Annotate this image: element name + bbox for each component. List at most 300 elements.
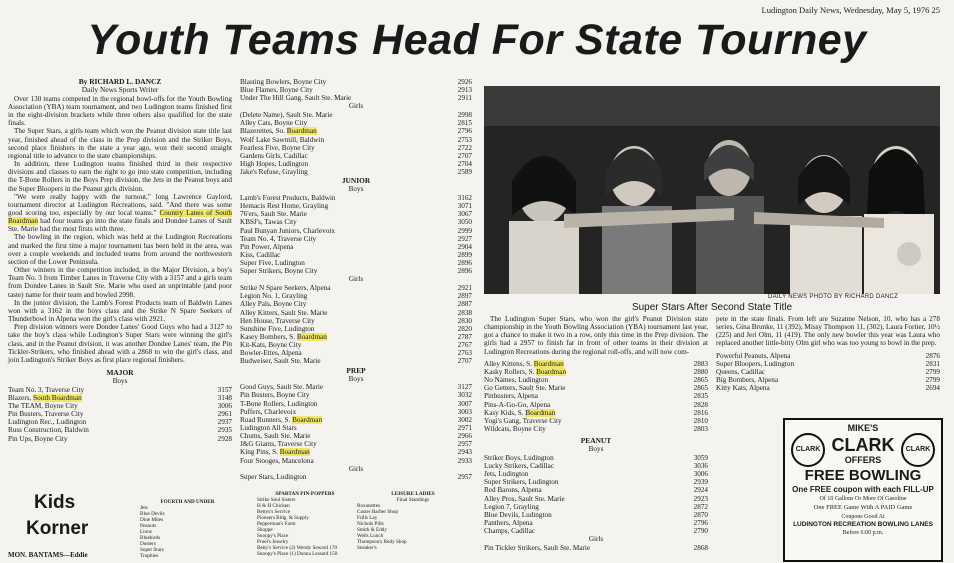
team-score: 3036	[693, 461, 708, 470]
highlighted-text: Boardman	[292, 415, 323, 424]
team-score: 2704	[457, 160, 472, 168]
ad-offers: OFFERS	[844, 455, 882, 465]
team-name: Alley Pals, Boyne City	[240, 300, 307, 309]
team-name: Puffers, Charlevoix	[240, 407, 297, 416]
team-score: 2904	[457, 242, 472, 251]
result-row	[484, 503, 708, 511]
team-name: Lucky Strikers, Cadillac	[484, 461, 555, 470]
team-score: 2870	[693, 510, 708, 519]
standings-spartan	[257, 491, 353, 557]
team-name: (Delete Name), Sault Ste. Marie	[240, 111, 333, 120]
result-row	[8, 435, 232, 443]
team-score: 2924	[693, 486, 708, 495]
team-score: 2816	[693, 408, 708, 417]
result-row	[240, 408, 472, 416]
team-photo	[484, 86, 940, 294]
team-name: Pin Busters, Traverse City	[8, 410, 84, 419]
team-name: Sunshine Five, Ludington	[240, 324, 315, 333]
team-score: 3067	[457, 210, 472, 219]
clark-logo-right-icon: CLARK	[901, 433, 935, 467]
team-score: 2876	[925, 351, 940, 360]
major-division-heading: MAJOR	[106, 367, 134, 377]
standings-team: Shoppe	[257, 527, 273, 533]
team-name: Jake's Refuse, Grayling	[240, 168, 308, 177]
result-row	[484, 478, 708, 486]
prep-boys-heading: Boys	[348, 374, 364, 383]
team-name: 76'ers, Sault Ste. Marie	[240, 210, 307, 219]
team-name: Blazers, South Boardman	[8, 393, 82, 402]
result-row	[716, 352, 940, 360]
result-row	[240, 243, 472, 251]
standings-leisure	[357, 491, 469, 551]
team-score: 2961	[217, 410, 232, 419]
standings-head-leisure: LEISURE LADIES	[391, 491, 435, 497]
team-name: Super Stars, Ludington	[240, 473, 307, 482]
major-girls-heading: Girls	[348, 102, 364, 111]
story-paragraph: In addition, three Ludington teams finished third in their respective divisions and classes to earn the right to go into state competition, including the T-Bone Rollers in the Boys Prep division, the Jets in the Peanut boys and the Super Bloopers in the Peanut girls division.	[8, 160, 232, 193]
highlighted-text: Boardman	[286, 127, 317, 136]
team-name: Kasky Rollers, S. Boardman	[484, 367, 567, 376]
team-name: The TEAM, Boyne City	[8, 401, 78, 410]
result-row	[240, 448, 472, 456]
result-row	[484, 384, 708, 392]
team-score: 3006	[217, 401, 232, 410]
result-row	[240, 152, 472, 160]
result-row	[240, 292, 472, 300]
bantams-line: MON. BANTAMS—Eddie	[8, 551, 88, 559]
result-row	[716, 368, 940, 376]
team-score: 3002	[457, 415, 472, 424]
masthead: Ludington Daily News, Wednesday, May 5, 1976 25	[761, 5, 940, 15]
team-score: 2933	[457, 456, 472, 465]
major-girls-list	[240, 111, 472, 176]
team-score: 2868	[693, 543, 708, 552]
result-row	[484, 454, 708, 462]
result-row	[240, 94, 472, 102]
team-name: Pinbusters, Alpena	[484, 392, 538, 401]
team-score: 3007	[457, 399, 472, 408]
result-row	[240, 194, 472, 202]
standings-head-spartan: SPARTAN PIN-POPPERS	[275, 491, 335, 497]
standings-team: Smith & Eddy	[357, 527, 387, 533]
standings-team: Pepperman's Farm	[257, 521, 296, 527]
highlighted-text: Boardman	[525, 408, 556, 417]
team-score: 2803	[693, 425, 708, 434]
standings-team: Peanuts	[140, 523, 157, 529]
result-row	[240, 424, 472, 432]
team-score: 2883	[693, 359, 708, 368]
team-name: Road Runners, S. Boardman	[240, 415, 323, 424]
team-score: 3127	[457, 383, 472, 392]
team-name: Pin Busters, Boyne City	[240, 391, 310, 400]
result-row	[240, 341, 472, 349]
team-name: Jets, Ludington	[484, 470, 529, 479]
results-column-2	[240, 78, 472, 482]
team-score: 2830	[457, 316, 472, 325]
team-photo-image	[484, 86, 940, 294]
team-name: High Hopes, Ludington	[240, 160, 309, 168]
result-row	[484, 470, 708, 478]
peanut-girls-continued-list	[716, 352, 940, 393]
result-row	[8, 402, 232, 410]
result-row	[240, 333, 472, 341]
result-row	[240, 440, 472, 448]
team-score: 2928	[217, 434, 232, 443]
team-score: 2943	[457, 448, 472, 457]
standings-team: H & H Chicken	[257, 503, 290, 509]
standings-team: Dine Mites	[140, 517, 164, 523]
result-row	[240, 317, 472, 325]
standings-team: Nichols Pills	[357, 521, 384, 527]
team-name: Go Getters, Sault Ste. Marie	[484, 384, 566, 393]
team-name: Kitty Kats, Alpena	[716, 384, 770, 393]
team-name: Alley Cats, Boyne City	[240, 119, 308, 128]
team-name: Pin Power, Alpena	[240, 242, 294, 251]
team-name: Kasey Bombers, S. Boardman	[240, 333, 327, 341]
result-row	[240, 300, 472, 308]
result-row	[240, 325, 472, 333]
team-name: Good Guys, Sault Ste. Marie	[240, 383, 324, 392]
prep-heading: PREP	[346, 365, 366, 375]
team-score: 3032	[457, 391, 472, 400]
result-row	[240, 227, 472, 235]
result-row	[240, 218, 472, 226]
team-score: 2911	[457, 94, 472, 103]
standings-team: Snoopy's Place (1) Donna Lessard 150	[257, 551, 338, 557]
result-row	[484, 376, 708, 384]
peanut-boys-heading: Boys	[588, 445, 604, 454]
story-paragraph: Prep division winners were Dondee Lanes' Good Guys who had a 3127 to take the boy's class while Ludington's Super Stars were winning the girl's class, and in the Peanut division, it was another Dondee Lanes' team, the Pin Tickler-Strikers, who finished ahead with a 2868 to win the girl's class, and join Ludington's Striker Boys as first place regional finishers.	[8, 323, 232, 364]
result-row	[484, 511, 708, 519]
team-score: 2971	[457, 424, 472, 432]
team-name: Yogi's Gang, Traverse City	[484, 416, 562, 425]
team-name: Kasy Kids, S. Boardman	[484, 408, 556, 417]
standings-team: Bettys's Service	[257, 509, 291, 515]
ad-line3: One FREE Game With A PAID Game	[813, 504, 913, 511]
standings-list-c	[357, 503, 469, 551]
major-boys-continued	[240, 78, 472, 102]
team-score: 3148	[217, 393, 232, 402]
result-row	[484, 417, 708, 425]
kids-korner-line2: Korner	[26, 518, 89, 539]
result-row	[240, 473, 472, 481]
team-score: 2939	[693, 478, 708, 487]
team-score: 2957	[457, 473, 472, 482]
results-column-3	[484, 315, 708, 552]
result-row	[240, 210, 472, 218]
team-name: KBSJ's, Tawas City	[240, 218, 297, 227]
prep-girls-list	[240, 473, 472, 481]
team-score: 2838	[457, 308, 472, 317]
team-name: Russ Construction, Baldwin	[8, 426, 89, 435]
team-name: Bowler-Ettes, Alpena	[240, 349, 302, 358]
team-name: Blasting Bowlers, Boyne City	[240, 78, 327, 86]
team-name: J&G Giants, Traverse City	[240, 440, 317, 449]
standings-team: Trophies	[140, 553, 159, 559]
team-score: 2820	[457, 324, 472, 333]
team-name: Blue Flames, Boyne City	[240, 86, 313, 95]
headline: Youth Teams Head For State Tourney	[87, 16, 867, 64]
team-name: Paul Bunyan Juniors, Charlevoix	[240, 226, 336, 235]
team-name: Legion 7, Grayling	[484, 502, 539, 511]
standings-team: Pruel's Jewelry	[257, 539, 289, 545]
team-score: 3003	[457, 407, 472, 416]
result-row	[240, 235, 472, 243]
result-row	[484, 401, 708, 409]
team-name: Pin Tickler Strikers, Sault Ste. Marie	[484, 543, 591, 552]
photo-credit: DAILY NEWS PHOTO BY RICHARD DANCZ	[768, 294, 899, 300]
team-score: 2796	[693, 519, 708, 528]
ad-line1: One FREE coupon with each FILL-UP	[792, 485, 934, 494]
team-name: Wolf Lake Sawmill, Baldwin	[240, 135, 325, 144]
prep-girls-heading: Girls	[348, 464, 364, 473]
story-paragraph: The bowling in the region, which was held at the Ludington Recreations and marked the first time a major tournament has been held in the area, was over a couple weekends and included teams from around the northwestern section of the Lower Peninsula.	[8, 233, 232, 266]
result-row	[240, 309, 472, 317]
team-name: Alley Pros, Sault Ste. Marie	[484, 494, 565, 503]
team-score: 3006	[693, 470, 708, 479]
result-row	[484, 527, 708, 535]
team-score: 2913	[457, 86, 472, 95]
result-row	[240, 416, 472, 424]
standings-head-fourth: FOURTH AND UNDER	[160, 499, 215, 505]
team-score: 2957	[457, 440, 472, 449]
result-row	[240, 432, 472, 440]
team-score: 2707	[457, 357, 472, 366]
caption-right: pete in the state finals. From left are Suzanne Nelson, 10, who has a 278 series, Gina Brunke, 11 (392), Missy Thompson 11, (302), Laura Fortier, 10½ (225) and Jeri Olm, 11 (419). The only new bowler this year was Laura who replaced another little-bitty Olm girl who was too young to bowl in the prep.	[716, 315, 940, 348]
story-column	[8, 78, 232, 443]
standings-team: Strike Soul Sisters	[257, 497, 296, 503]
story-paragraph: Over 130 teams competed in the regional bowl-offs for the Youth Bowling Association (YBA) team tournament, and two Ludington teams finished first in the eight-division brackets while three others also qualified for the state finals.	[8, 94, 232, 128]
team-score: 2966	[457, 432, 472, 441]
byline-name: By RICHARD L. DANCZ	[78, 77, 162, 86]
team-score: 2828	[693, 400, 708, 409]
highlighted-text: South Boardman	[33, 393, 82, 402]
standings-team: Jets	[140, 505, 148, 511]
team-score: 3157	[217, 385, 232, 394]
team-score: 2831	[925, 359, 940, 368]
result-row	[240, 202, 472, 210]
result-row	[484, 544, 708, 552]
team-score: 2887	[457, 300, 472, 309]
team-name: Lamb's Forest Products, Baldwin	[240, 193, 336, 202]
team-name: Champs, Cadillac	[484, 527, 536, 536]
standings-list-b	[257, 497, 353, 557]
junior-girls-heading: Girls	[348, 275, 364, 284]
result-row	[240, 168, 472, 176]
standings-team: Lions	[140, 529, 152, 535]
caption-title: Super Stars After Second State Title	[631, 302, 793, 313]
major-boys-heading: Boys	[112, 376, 128, 385]
team-score: 2998	[457, 111, 472, 120]
result-row	[8, 418, 232, 426]
team-name: Pins-A-Go-Go, Alpena	[484, 400, 551, 409]
standings-team: Pioneers Bldg. & Supply	[257, 515, 309, 521]
byline-title: Daily News Sports Writer	[81, 85, 159, 95]
team-score: 2796	[457, 127, 472, 136]
team-score: 2896	[457, 267, 472, 276]
team-score: 3071	[457, 202, 472, 211]
standings-team: Frills Lay	[357, 515, 378, 521]
team-name: No Names, Ludington	[484, 376, 549, 385]
result-row	[240, 391, 472, 399]
team-name: Fearless Five, Boyne City	[240, 143, 315, 152]
team-score: 2694	[925, 384, 940, 393]
team-name: Super Strikers, Boyne City	[240, 267, 318, 276]
story-paragraph: In the junior division, the Lamb's Forest Products team of Baldwin Lanes won with a 3162 in the boys class and the Strike N Spare Seekers of Thunderbowl in Alpena won the girl's class with 2921.	[8, 298, 232, 324]
results-column-4	[716, 315, 940, 392]
result-row	[240, 144, 472, 152]
team-score: 2872	[693, 502, 708, 511]
major-boys-list	[8, 386, 232, 443]
result-row	[484, 425, 708, 433]
team-score: 3050	[457, 218, 472, 227]
result-row	[8, 386, 232, 394]
team-score: 2897	[457, 292, 472, 301]
result-row	[240, 251, 472, 259]
team-name: Ludington All Stars	[240, 424, 297, 432]
team-score: 2926	[457, 78, 472, 86]
team-score: 2865	[693, 376, 708, 385]
standings-team: Blue Devils	[140, 511, 165, 517]
team-name: Team No. 3, Traverse City	[8, 385, 85, 394]
result-row	[240, 259, 472, 267]
result-row	[240, 457, 472, 465]
team-score: 2707	[457, 151, 472, 160]
team-name: Kit-Kats, Boyne City	[240, 341, 302, 350]
story-body	[8, 95, 232, 364]
team-name: Gardens Girls, Cadillac	[240, 151, 308, 160]
team-name: Red Barons, Alpena	[484, 486, 542, 495]
kids-korner-line1: Kids	[34, 492, 76, 513]
team-name: Pin Ups, Boyne City	[8, 434, 68, 443]
team-score: 2999	[457, 226, 472, 235]
result-row	[716, 360, 940, 368]
standings-team: Super Stars	[140, 547, 164, 553]
peanut-boys-list	[484, 454, 708, 536]
highlighted-text: Country Lanes of South Boardman	[8, 209, 233, 226]
standings-team: Snoopy's Place	[257, 533, 289, 539]
standings-subhead: Final Standings	[396, 497, 430, 503]
ad-line6: Before 6:00 p.m.	[842, 530, 884, 536]
team-score: 2753	[457, 135, 472, 144]
result-row	[8, 394, 232, 402]
team-score: 2927	[457, 234, 472, 243]
ad-title: MIKE'S	[847, 423, 879, 433]
team-name: Blue Devils, Ludington	[484, 510, 552, 519]
team-score: 2921	[457, 284, 472, 293]
team-name: Wildcats, Boyne City	[484, 425, 546, 434]
team-score: 2937	[217, 418, 232, 427]
result-row	[484, 495, 708, 503]
team-score: 2899	[457, 251, 472, 259]
team-score: 2799	[925, 376, 940, 385]
team-score: 3059	[693, 453, 708, 462]
result-row	[484, 368, 708, 376]
team-score: 2589	[457, 168, 472, 177]
team-name: Four Stooges, Mancelona	[240, 456, 314, 465]
peanut-girls-heading: Girls	[588, 535, 604, 544]
result-row	[240, 111, 472, 119]
team-score: 2810	[693, 416, 708, 425]
standings-team: Dusters	[140, 541, 156, 547]
team-name: King Pins, S. Boardman	[240, 448, 310, 457]
team-score: 2799	[925, 367, 940, 376]
peanut-girls-list	[484, 544, 708, 552]
team-name: Under The Hill Gang, Sault Ste. Marie	[240, 94, 352, 103]
result-row	[240, 160, 472, 168]
story-paragraph: The Super Stars, a girls team which won the Peanut division state title last year, finished ahead of the class in the Prep division and the Striker Boys, second place finishers in the state a year ago, won their second straight regional title to advance to the state championships.	[8, 127, 232, 160]
team-name: Chums, Sault Ste. Marie	[240, 432, 311, 441]
result-row	[484, 360, 708, 368]
result-row	[484, 486, 708, 494]
result-row	[240, 86, 472, 94]
team-name: Super Strikers, Ludington	[484, 478, 559, 487]
standings-team: Bluebirds	[140, 535, 161, 541]
team-score: 2790	[693, 527, 708, 536]
result-row	[716, 384, 940, 392]
team-score: 2896	[457, 259, 472, 268]
ad-brand: CLARK	[831, 435, 895, 455]
result-row	[240, 267, 472, 275]
prep-boys-list	[240, 383, 472, 465]
standings-team: Roxanettes	[357, 503, 381, 509]
result-row	[240, 136, 472, 144]
team-score: 2865	[693, 384, 708, 393]
result-row	[240, 400, 472, 408]
result-row	[8, 410, 232, 418]
team-name: Budweiser, Sault Ste. Marie	[240, 357, 321, 366]
junior-heading: JUNIOR	[341, 176, 371, 186]
team-name: Kiss, Cadillac	[240, 251, 281, 259]
junior-boys-heading: Boys	[348, 185, 364, 194]
highlighted-text: Boardman	[533, 359, 564, 368]
result-row	[484, 409, 708, 417]
result-row	[240, 357, 472, 365]
result-row	[240, 78, 472, 86]
team-score: 3162	[457, 193, 472, 202]
result-row	[716, 376, 940, 384]
team-name: Striker Boys, Ludington	[484, 453, 554, 462]
standings-team: Sneaker's	[357, 545, 377, 551]
team-name: Powerful Peanuts, Alpena	[716, 351, 791, 360]
team-name: Blazerettes, So. Boardman	[240, 127, 317, 136]
team-name: Team No. 4, Traverse City	[240, 234, 317, 243]
team-name: Panthers, Alpena	[484, 519, 533, 528]
team-name: Alley Kittens, S. Boardman	[484, 359, 564, 368]
result-row	[8, 426, 232, 434]
result-row	[484, 392, 708, 400]
caption-left: The Ludington Super Stars, who won the girl's Peanut Division state championship in the Youth Bowling Association (YBA) tournament last year, got a chance to make it two in a row, only this time in the Prep division. The girls had a 2957 to finish far in front of other teams in their division at Ludington Recreations during the regional roll-offs, and will now com-	[484, 315, 708, 356]
team-name: Legion No. 1, Grayling	[240, 292, 308, 301]
result-row	[240, 119, 472, 127]
clark-logo-left-icon: CLARK	[791, 433, 825, 467]
team-name: Big Bombers, Alpena	[716, 376, 779, 385]
team-name: Strike N Spare Seekers, Alpena	[240, 284, 331, 293]
team-name: Hemacis Rest Home, Grayling	[240, 202, 329, 211]
team-name: Alley Kitters, Sault Ste. Marie	[240, 308, 328, 317]
standings-fourth-under	[140, 499, 235, 559]
result-row	[484, 519, 708, 527]
standings-team: Wells Lunch	[357, 533, 384, 539]
peanut-heading: PEANUT	[580, 436, 612, 446]
highlighted-text: Boardman	[296, 333, 327, 341]
team-score: 2763	[457, 349, 472, 358]
team-name: Super Bloopers, Ludington	[716, 359, 795, 368]
standings-list-a	[140, 505, 235, 559]
ad-line5: LUDINGTON RECREATION BOWLING LANES	[793, 521, 933, 528]
result-row	[240, 349, 472, 357]
team-score: 2935	[217, 426, 232, 435]
